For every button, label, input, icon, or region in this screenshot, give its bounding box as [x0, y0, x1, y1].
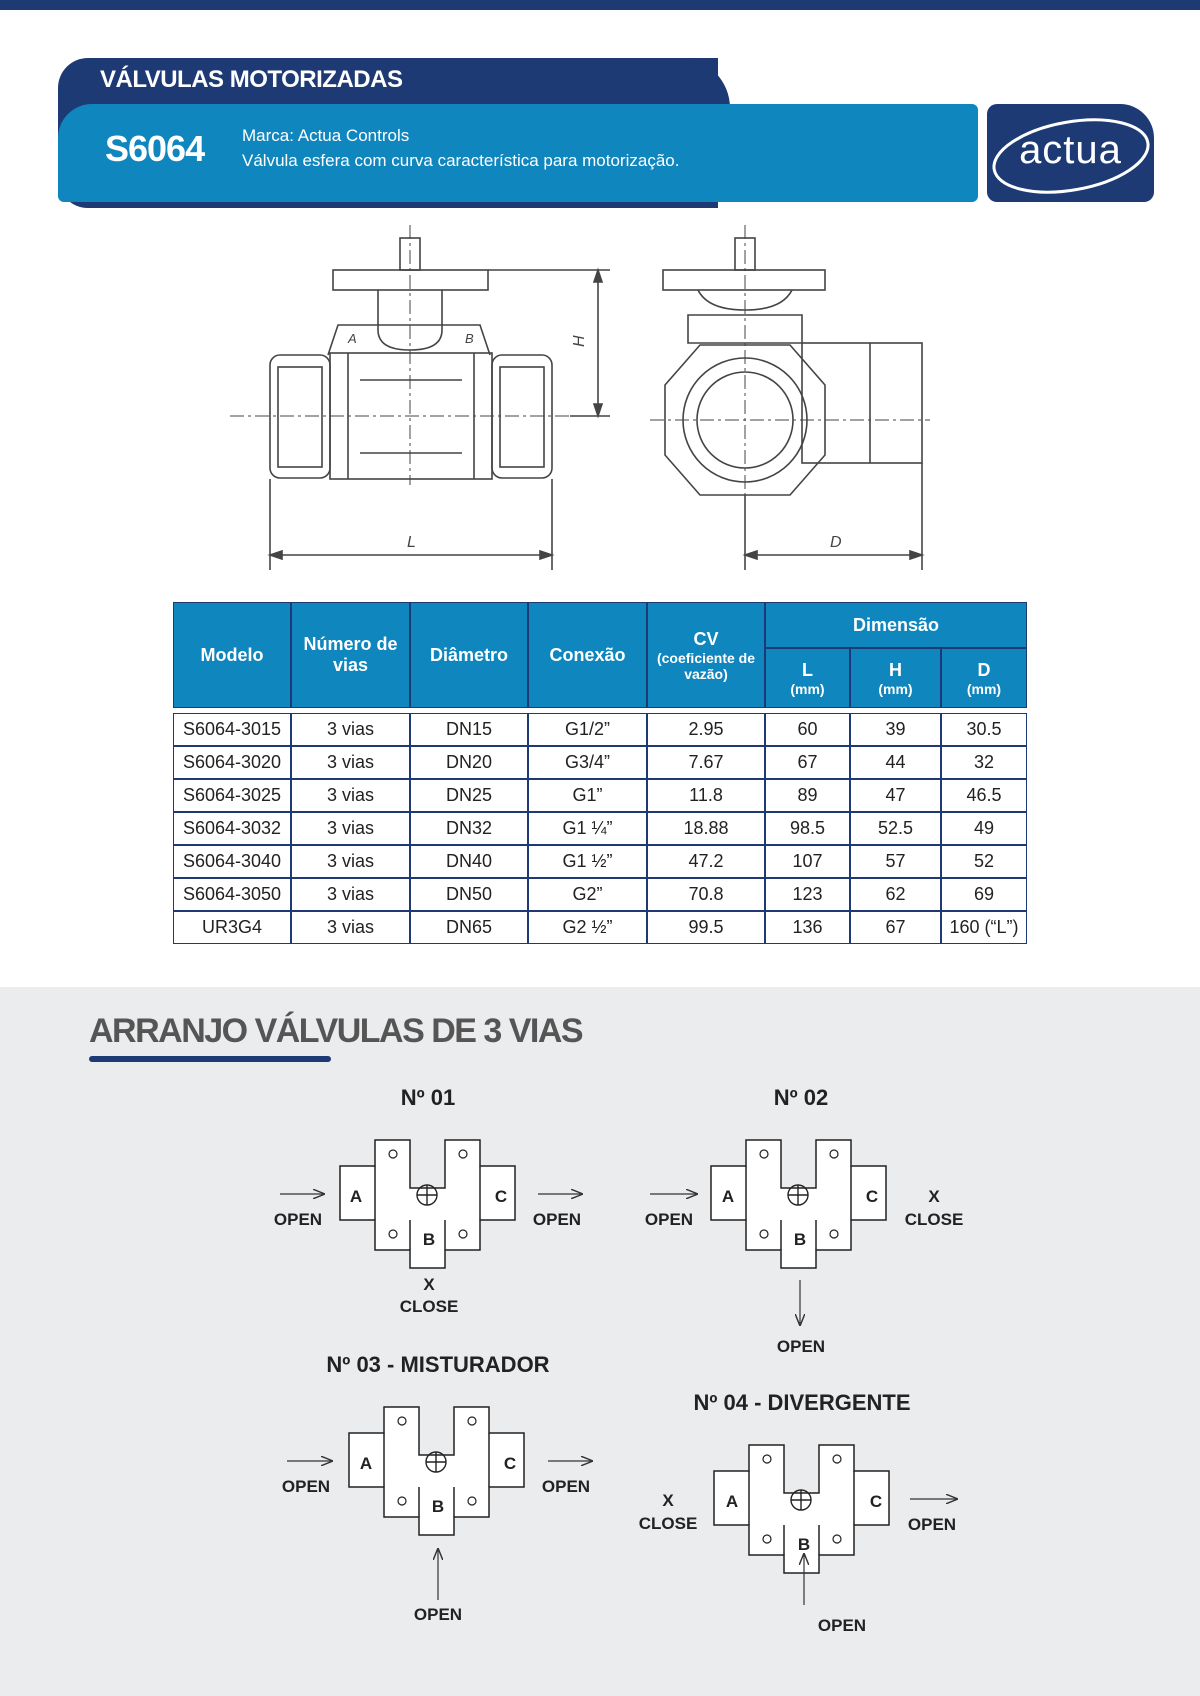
cell: 3 vias	[291, 911, 410, 944]
H-label: H	[889, 659, 902, 680]
cell: 11.8	[647, 779, 765, 812]
dim-label-D: D	[830, 534, 842, 551]
cell: 44	[850, 746, 941, 779]
cell: DN25	[410, 779, 528, 812]
cell: 3 vias	[291, 713, 410, 746]
cell: 52	[941, 845, 1027, 878]
cell: 32	[941, 746, 1027, 779]
port-a: A	[725, 1492, 739, 1511]
cell: 3 vias	[291, 812, 410, 845]
cell: G3/4”	[528, 746, 647, 779]
arrangement-2	[645, 1085, 963, 1356]
port-c: C	[503, 1454, 517, 1473]
cell: 98.5	[765, 812, 850, 845]
label-c: CLOSE	[904, 1210, 964, 1229]
diagram-title: Nº 03 - MISTURADOR	[326, 1352, 550, 1377]
cell: S6064-3040	[173, 845, 291, 878]
cell: 89	[765, 779, 850, 812]
col-header-modelo: Modelo	[173, 602, 291, 708]
label-a-x: X	[662, 1491, 674, 1510]
cell: 69	[941, 878, 1027, 911]
arrangement-4	[639, 1390, 958, 1635]
cell: 67	[850, 911, 941, 944]
col-header-diametro: Diâmetro	[410, 602, 528, 708]
cell: G1”	[528, 779, 647, 812]
arrangement-3	[282, 1352, 593, 1624]
diagram-title: Nº 04 - DIVERGENTE	[693, 1390, 911, 1415]
cell: 47.2	[647, 845, 765, 878]
cell: 160 (“L”)	[941, 911, 1027, 944]
cell: DN40	[410, 845, 528, 878]
model-code: S6064	[105, 128, 205, 169]
cell: S6064-3025	[173, 779, 291, 812]
cell: G1/2”	[528, 713, 647, 746]
diagram-title: Nº 01	[400, 1085, 456, 1110]
cell: 3 vias	[291, 779, 410, 812]
D-label: D	[977, 659, 991, 680]
cv-sublabel: (coeficiente de vazão)	[656, 649, 756, 682]
cell: UR3G4	[173, 911, 291, 944]
cell: 18.88	[647, 812, 765, 845]
cell: 99.5	[647, 911, 765, 944]
port-b: B	[797, 1535, 811, 1554]
unit-mm: (mm)	[878, 680, 913, 697]
cell: 7.67	[647, 746, 765, 779]
cell: 67	[765, 746, 850, 779]
category-title: VÁLVULAS MOTORIZADAS	[100, 66, 403, 93]
cell: 2.95	[647, 713, 765, 746]
dim-label-L: L	[407, 534, 416, 551]
cell: S6064-3050	[173, 878, 291, 911]
port-c: C	[869, 1492, 883, 1511]
cell: 3 vias	[291, 845, 410, 878]
label-a: OPEN	[273, 1210, 323, 1229]
cell: 3 vias	[291, 878, 410, 911]
cv-label: CV	[693, 628, 719, 649]
cell: 136	[765, 911, 850, 944]
description-text: Válvula esfera com curva característica para motorização.	[242, 151, 680, 170]
cell: DN15	[410, 713, 528, 746]
cell: 60	[765, 713, 850, 746]
cell: DN65	[410, 911, 528, 944]
port-a: A	[349, 1187, 363, 1206]
port-c: C	[865, 1187, 879, 1206]
label-b: OPEN	[776, 1337, 826, 1356]
label-c: OPEN	[532, 1210, 582, 1229]
port-label-B: B	[465, 331, 474, 346]
cell: 62	[850, 878, 941, 911]
unit-mm: (mm)	[966, 680, 1002, 697]
brand-text: Marca: Actua Controls	[242, 126, 410, 145]
cell: 47	[850, 779, 941, 812]
col-header-vias: Número de vias	[291, 602, 410, 708]
cell: 3 vias	[291, 746, 410, 779]
cell: G1 ¼”	[528, 812, 647, 845]
cell: 49	[941, 812, 1027, 845]
cell: 52.5	[850, 812, 941, 845]
unit-mm: (mm)	[790, 680, 825, 697]
label-b: CLOSE	[399, 1297, 459, 1316]
cell: S6064-3015	[173, 713, 291, 746]
port-label-A: A	[348, 331, 357, 346]
label-b: OPEN	[413, 1605, 463, 1624]
col-header-dimensao: Dimensão	[765, 602, 1027, 648]
label-c-x: X	[928, 1187, 940, 1206]
cell: G1 ½”	[528, 845, 647, 878]
diagram-title: Nº 02	[773, 1085, 829, 1110]
port-b: B	[422, 1230, 436, 1249]
cell: 46.5	[941, 779, 1027, 812]
cell: S6064-3032	[173, 812, 291, 845]
cell: G2 ½”	[528, 911, 647, 944]
port-a: A	[359, 1454, 373, 1473]
port-b: B	[431, 1497, 445, 1516]
port-a: A	[721, 1187, 735, 1206]
cell: S6064-3020	[173, 746, 291, 779]
label-c: OPEN	[907, 1515, 957, 1534]
label-a: CLOSE	[638, 1514, 698, 1533]
section-title: ARRANJO VÁLVULAS DE 3 VIAS	[89, 1012, 583, 1050]
port-c: C	[494, 1187, 508, 1206]
cell: DN20	[410, 746, 528, 779]
label-a: OPEN	[644, 1210, 694, 1229]
cell: 123	[765, 878, 850, 911]
label-b: OPEN	[817, 1616, 867, 1635]
arrangement-1	[274, 1085, 583, 1316]
cell: 70.8	[647, 878, 765, 911]
col-header-conexao: Conexão	[528, 602, 647, 708]
cell: 39	[850, 713, 941, 746]
cell: DN32	[410, 812, 528, 845]
logo-text: actua	[1019, 128, 1122, 172]
label-b-x: X	[423, 1275, 435, 1294]
cell: 57	[850, 845, 941, 878]
port-b: B	[793, 1230, 807, 1249]
label-a: OPEN	[281, 1477, 331, 1496]
label-c: OPEN	[541, 1477, 591, 1496]
cell: DN50	[410, 878, 528, 911]
L-label: L	[802, 659, 813, 680]
cell: 107	[765, 845, 850, 878]
cell: 30.5	[941, 713, 1027, 746]
dim-label-H: H	[571, 335, 588, 347]
cell: G2”	[528, 878, 647, 911]
